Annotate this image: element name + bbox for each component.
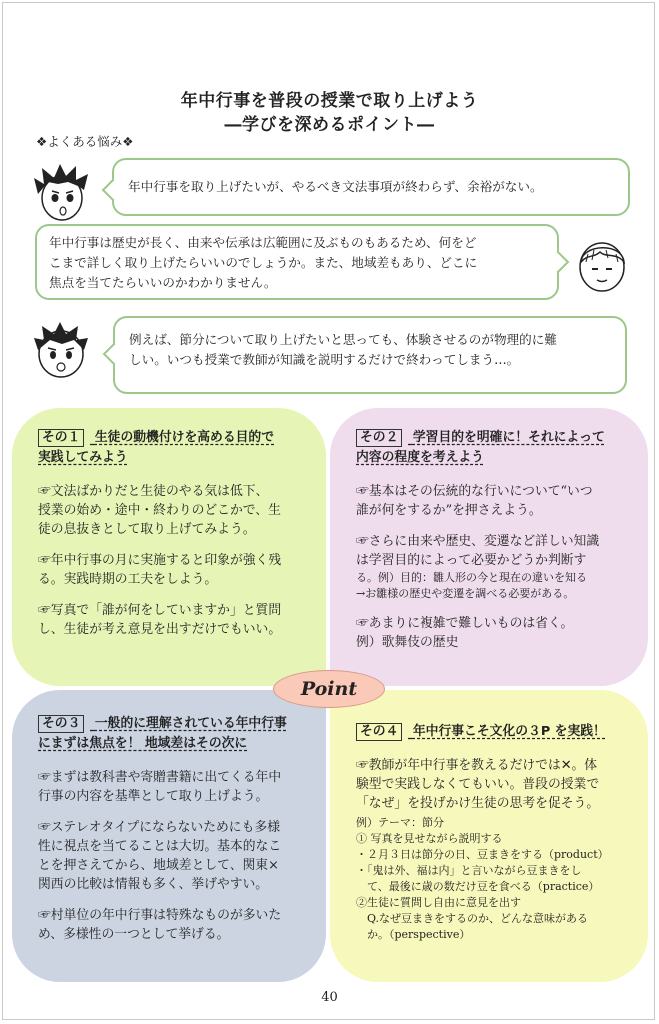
worry-text-2-line1: 年中行事は歴史が長く、由来や伝承は広範囲に及ぶものもあるため、何をど	[49, 235, 477, 250]
worry-text-1: 年中行事を取り上げたいが、やるべき文法事項が終わらず、余裕がない。	[128, 179, 543, 194]
panel-1	[12, 408, 326, 686]
panel-1-heading-line1: 生徒の動機付けを高める目的で	[94, 430, 275, 445]
panel-1-heading	[38, 428, 304, 468]
text-line: し、生徒が考え意見を出すだけでもいい。	[38, 622, 282, 637]
text-line: ☞ステレオタイプにならないためにも多様	[38, 820, 280, 835]
panel-2-para-3	[356, 614, 626, 652]
text-line: 「なぜ」を投げかけ生徒の思考を促そう。	[356, 796, 600, 811]
text-line: か。（perspective）	[356, 928, 471, 941]
worry-text-3-line1: 例えば、節分について取り上げたいと思っても、体験させるのが物理的に難	[129, 332, 557, 347]
text-line: ☞教師が年中行事を教えるだけでは✕。体	[356, 758, 598, 773]
page-subtitle: ―学びを深めるポイント―	[224, 115, 435, 135]
text-line: ☞基本はその伝統的な行いについて“いつ	[356, 484, 593, 499]
text-line: る。実践時期の工夫をしよう。	[38, 572, 218, 587]
text-line: 徒の息抜きとして取り上げてみよう。	[38, 522, 256, 537]
text-line: 関西の比較は情報も多く、挙げやすい。	[38, 877, 269, 892]
panel-4-heading-line1: 年中行事こそ文化の３P を実践！	[412, 724, 606, 739]
text-line: →お雛様の歴史や変遷を調べる必要がある。	[356, 587, 575, 600]
panel-2-heading	[356, 428, 626, 468]
text-line: ① 写真を見せながら説明する	[356, 832, 503, 845]
panel-1-para-2	[38, 551, 304, 589]
worry-text-3-line2: しい。いつも授業で教師が知識を説明するだけで終わってしまう…。	[129, 352, 520, 367]
page-title: 年中行事を普段の授業で取り上げよう	[180, 91, 479, 111]
text-line: Q.なぜ豆まきをするのか、どんな意味がある	[356, 912, 588, 925]
text-line: は学習目的によって必要かどうか判断す	[356, 553, 587, 568]
panel-3-para-1	[38, 768, 304, 806]
text-line: 授業の始め・途中・終わりのどこかで、生	[38, 503, 281, 518]
worry-text-2-line2: こまで詳しく取り上げたらいいのでしょうか。また、地域差もあり、どこに	[49, 255, 478, 270]
panel-2-para-1	[356, 482, 626, 520]
panel-4	[330, 690, 648, 982]
panel-1-heading-line2: 実践してみよう	[38, 450, 128, 465]
text-line: ②生徒に質問し自由に意見を出す	[356, 896, 521, 909]
text-line: ☞村単位の年中行事は特殊なものが多いた	[38, 908, 282, 923]
student-face-icon	[28, 160, 96, 224]
text-line: 験型で実践しなくてもいい。普段の授業で	[356, 777, 600, 792]
text-line: ☞文法ばかりだと生徒のやる気は低下、	[38, 484, 269, 499]
panel-2	[330, 408, 648, 686]
panel-3-heading	[38, 714, 304, 754]
panel-4-example	[356, 815, 626, 943]
text-line: とを押さえてから、地域差として、関東×	[38, 858, 279, 873]
panel-3-para-3	[38, 906, 304, 944]
worry-text-2-line3: 焦点を当てたらいいのかわかりません。	[49, 275, 277, 290]
text-line: ☞まずは教科書や寄贈書籍に出てくる年中	[38, 770, 282, 785]
text-line: ・２月３日は節分の日、豆まきをする（product）	[356, 848, 609, 861]
panel-3-heading-line2: にまずは焦点を！ 地域差はその次に	[38, 736, 248, 751]
text-line: ☞年中行事の月に実施すると印象が強く残	[38, 553, 282, 568]
text-line: て、最後に歳の数だけ豆を食べる（practice）	[356, 880, 600, 893]
text-line: ☞写真で「誰が何をしていますか」と質問	[38, 603, 282, 618]
teacher-face-icon	[572, 234, 632, 296]
page-number: 40	[321, 990, 338, 1005]
panel-1-number: その１	[38, 429, 84, 447]
panel-3-heading-line1: 一般的に理解されている年中行事	[94, 716, 287, 731]
text-line: 誰が何をするか”を押さえよう。	[356, 503, 542, 518]
text-line: ☞さらに由来や歴史、変遷など詳しい知識	[356, 534, 600, 549]
text-line: ・「鬼は外、福は内」と言いながら豆まきをし	[356, 864, 582, 877]
text-line: 例）テーマ：節分	[356, 816, 444, 829]
panel-2-number: その２	[356, 429, 402, 447]
panel-3	[12, 690, 326, 982]
panel-2-para-2	[356, 532, 626, 602]
worry-bubble-3	[113, 316, 627, 394]
panel-3-number: その３	[38, 715, 84, 733]
panel-4-number: その４	[356, 723, 402, 741]
panel-4-para-1	[356, 756, 626, 813]
text-line: る。例）目的：雛人形の今と現在の違いを知る	[356, 571, 587, 584]
text-line: 行事の内容を基準として取り上げよう。	[38, 789, 269, 804]
point-badge: Point	[273, 670, 385, 708]
panel-1-para-3	[38, 601, 304, 639]
panel-1-para-1	[38, 482, 304, 539]
text-line: ☞あまりに複雑で難しいものは省く。	[356, 616, 574, 631]
panel-2-heading-line2: 内容の程度を考えよう	[356, 450, 484, 465]
panel-4-heading	[356, 722, 626, 742]
panel-2-heading-line1: 学習目的を明確に！それによって	[412, 430, 605, 445]
text-line: 性に視点を当てることは大切。基本的なこ	[38, 839, 282, 854]
worry-bubble-2	[35, 224, 559, 300]
student-face-icon-2	[26, 318, 96, 382]
text-line: め、多様性の一つとして挙げる。	[38, 927, 230, 942]
worries-heading: ❖よくある悩み❖	[36, 134, 134, 149]
text-line: 例）歌舞伎の歴史	[356, 635, 459, 650]
worry-bubble-1	[112, 158, 630, 216]
panel-3-para-2	[38, 818, 304, 894]
